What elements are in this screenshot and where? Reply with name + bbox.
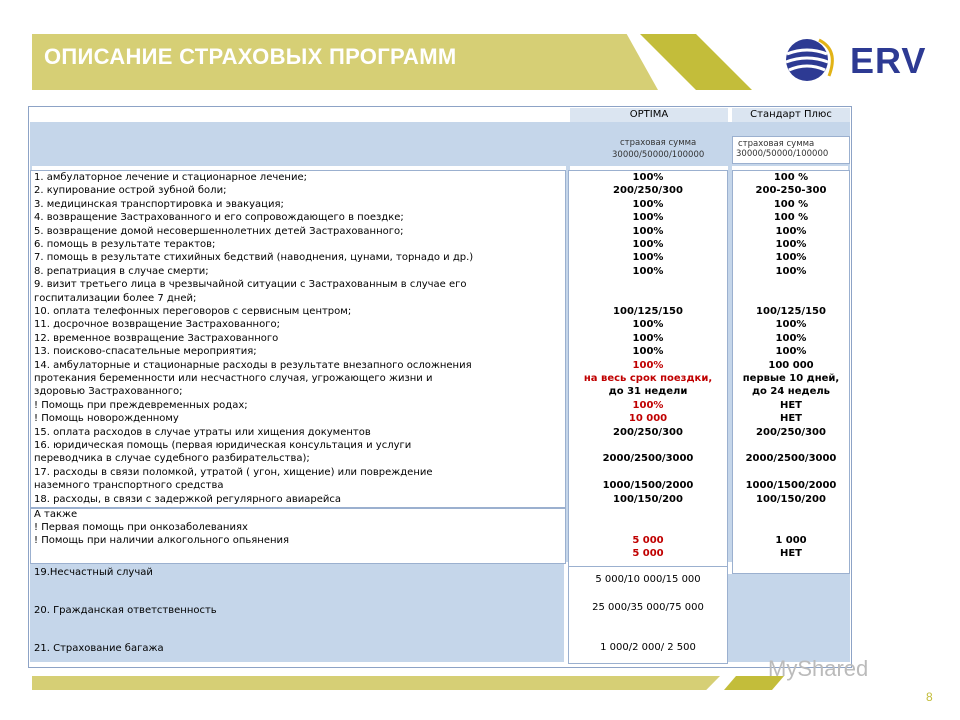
row-label: здоровью Застрахованного;	[34, 386, 183, 398]
row-value-standard: 100/125/150	[756, 306, 826, 317]
header-band	[30, 122, 850, 166]
row-value-optima: 100%	[632, 252, 664, 264]
erv-globe-icon	[783, 36, 843, 84]
row-value-optima: 200/250/300	[613, 426, 683, 438]
row-value-standard: 100%	[775, 225, 807, 237]
row-value-optima: 100%	[632, 319, 664, 331]
row-label: 8. репатриация в случае смерти;	[34, 265, 209, 277]
sum-values-standard: 30000/50000/100000	[736, 149, 829, 159]
row-label: 11. досрочное возвращение Застрахованного;	[34, 319, 280, 331]
row-label: 14. амбулаторные и стационарные расходы в результате внезапного осложнения	[34, 359, 472, 371]
row-label: 18. расходы, в связи с задержкой регулярного авиарейса	[34, 493, 342, 505]
also-item: ! Помощь при наличии алкогольного опьянения	[34, 535, 290, 547]
also-value-standard: НЕТ	[779, 548, 803, 560]
row-value-optima: 2000/2500/3000	[602, 453, 694, 465]
row-value-standard: НЕТ	[779, 399, 803, 411]
banner-stripe	[640, 34, 752, 90]
row-label: 17. расходы в связи поломкой, утратой ( угон, хищение) или повреждение	[34, 466, 433, 478]
row-value-standard: до 24 недель	[751, 386, 831, 398]
row-value-standard: 100%	[775, 239, 807, 250]
sum-label-standard: страховая сумма	[738, 139, 815, 149]
row-value-standard: НЕТ	[779, 413, 803, 425]
extra-label: 20. Гражданская ответственность	[34, 605, 217, 616]
row-value-standard: 100%	[775, 332, 807, 344]
row-label: протекания беременности или несчастного случая, угрожающего жизни и	[34, 373, 433, 384]
sum-label-optima: страховая сумма	[620, 138, 697, 148]
also-value-optima: 5 000	[632, 548, 664, 560]
extra-value-optima: 1 000/2 000/ 2 500	[600, 642, 696, 653]
row-label: 16. юридическая помощь (первая юридическая консультация и услуги	[34, 440, 412, 451]
extra-label: 21. Страхование багажа	[34, 643, 164, 654]
row-value-standard: 200-250-300	[755, 185, 827, 197]
row-label: госпитализации более 7 дней;	[34, 292, 197, 304]
also-item: ! Первая помощь при онкозаболеваниях	[34, 522, 248, 533]
row-value-standard: 100 %	[773, 172, 809, 183]
also-value-optima: 5 000	[632, 535, 664, 546]
row-value-standard: 100 %	[773, 198, 809, 210]
row-label: 6. помощь в результате терактов;	[34, 239, 216, 250]
row-label: 12. временное возвращение Застрахованного	[34, 332, 279, 344]
row-label: 4. возвращение Застрахованного и его сопровождающего в поездке;	[34, 212, 404, 224]
row-value-optima: 100%	[632, 225, 664, 237]
row-value-standard: 100%	[775, 265, 807, 277]
row-value-standard: 100/150/200	[756, 493, 826, 505]
page-title: ОПИСАНИЕ СТРАХОВЫХ ПРОГРАММ	[44, 44, 457, 69]
row-value-standard: 100%	[775, 346, 807, 358]
row-value-optima: 200/250/300	[613, 185, 683, 197]
row-value-optima: 100%	[632, 399, 664, 411]
logo-text: ERV	[850, 40, 927, 81]
row-label: наземного транспортного средства	[34, 480, 224, 492]
row-label: 13. поисково-спасательные мероприятия;	[34, 346, 257, 358]
row-value-standard: 1000/1500/2000	[745, 480, 837, 492]
row-value-optima: 1000/1500/2000	[602, 480, 694, 492]
row-label: ! Помощь новорожденному	[34, 413, 179, 425]
also-title: А также	[34, 509, 78, 520]
row-value-standard: 100 000	[768, 359, 814, 371]
row-label: 7. помощь в результате стихийных бедствий (наводнения, цунами, торнадо и др.)	[34, 252, 474, 264]
row-value-optima: до 31 недели	[608, 386, 688, 398]
row-value-standard: 200/250/300	[756, 426, 826, 438]
row-label: 3. медицинская транспортировка и эвакуация;	[34, 198, 284, 210]
row-value-optima: 100/150/200	[613, 493, 683, 505]
row-label: ! Помощь при преждевременных родах;	[34, 399, 248, 411]
row-value-standard: 100%	[775, 319, 807, 331]
row-label: 5. возвращение домой несовершеннолетних детей Застрахованного;	[34, 225, 404, 237]
row-value-optima: 100%	[632, 212, 664, 224]
column-header-standard: Стандарт Плюс	[732, 108, 850, 122]
extra-band-right	[728, 574, 850, 662]
row-label: 15. оплата расходов в случае утраты или хищения документов	[34, 426, 371, 438]
extra-label: 19.Несчастный случай	[34, 567, 153, 578]
row-label: переводчика в случае судебного разбирательства);	[34, 453, 310, 465]
extra-value-optima: 25 000/35 000/75 000	[592, 602, 704, 613]
row-value-optima: на весь срок поездки,	[583, 373, 713, 384]
row-label: 10. оплата телефонных переговоров с сервисным центром;	[34, 306, 352, 317]
row-value-optima: 100%	[632, 359, 664, 371]
row-value-optima: 100%	[632, 172, 664, 183]
row-value-standard: 100 %	[773, 212, 809, 224]
footer-bar	[32, 676, 720, 690]
row-value-standard: первые 10 дней,	[742, 373, 840, 384]
row-value-optima: 100%	[632, 198, 664, 210]
row-value-standard: 2000/2500/3000	[745, 453, 837, 465]
row-value-optima: 100%	[632, 346, 664, 358]
watermark: MyShared	[768, 656, 869, 681]
sum-values-optima: 30000/50000/100000	[612, 150, 705, 160]
row-value-optima: 100%	[632, 265, 664, 277]
row-label: 1. амбулаторное лечение и стационарное лечение;	[34, 172, 307, 183]
row-value-optima: 100%	[632, 239, 664, 250]
row-value-optima: 100%	[632, 332, 664, 344]
row-label: 9. визит третьего лица в чрезвычайной ситуации с Застрахованным в случае его	[34, 279, 467, 291]
row-value-standard: 100%	[775, 252, 807, 264]
row-value-optima: 10 000	[628, 413, 668, 425]
row-label: 2. купирование острой зубной боли;	[34, 185, 227, 197]
extra-value-optima: 5 000/10 000/15 000	[595, 574, 701, 585]
column-header-optima: OPTIMA	[570, 108, 728, 122]
also-value-standard: 1 000	[775, 535, 807, 546]
row-value-optima: 100/125/150	[613, 306, 683, 317]
page-number: 8	[926, 690, 933, 704]
